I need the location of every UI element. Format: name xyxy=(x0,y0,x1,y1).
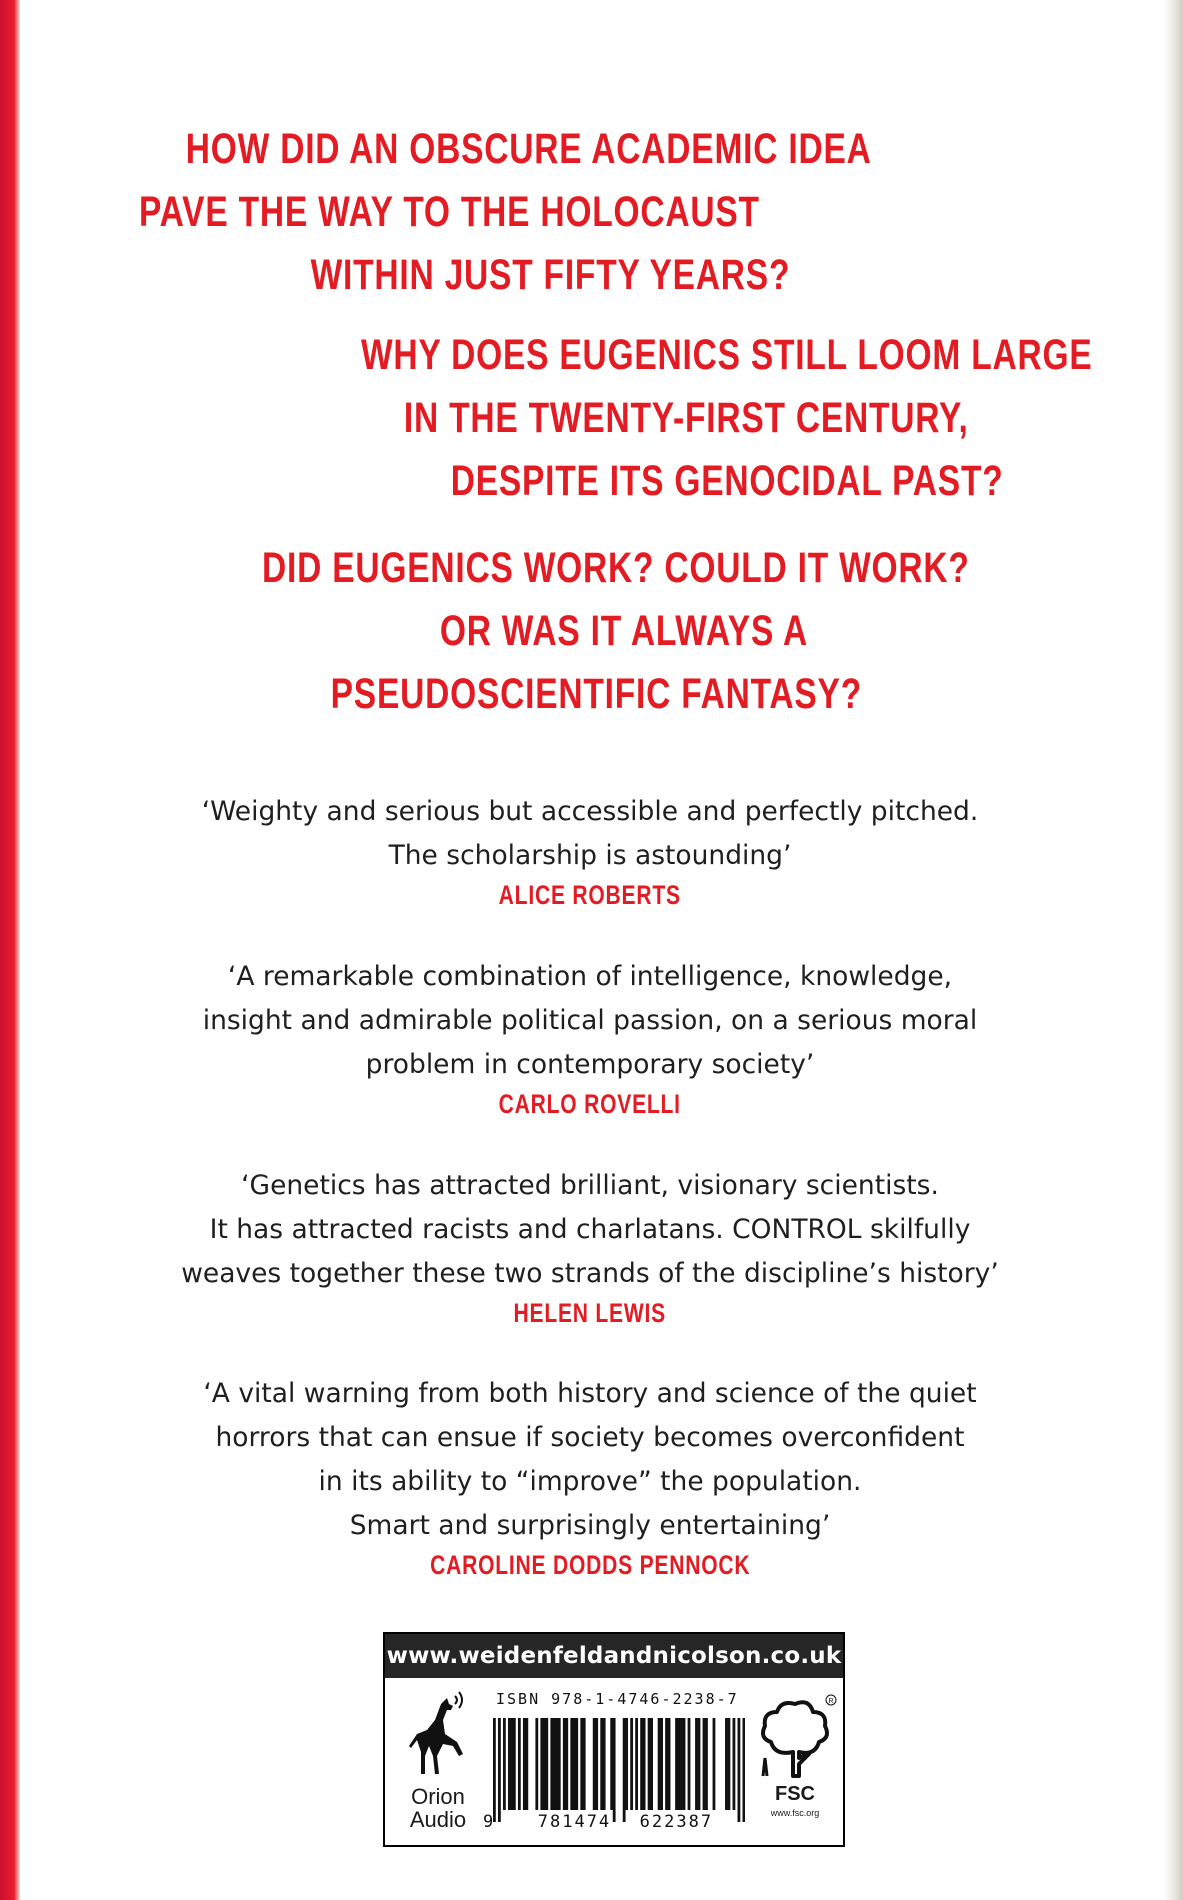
barcode-bar xyxy=(675,1718,678,1810)
fsc-url: www.fsc.org xyxy=(770,1808,820,1818)
quote-line: ‘A remarkable combination of intelligence, knowledge, xyxy=(227,961,953,992)
barcode-bar xyxy=(510,1718,513,1810)
barcode-bar xyxy=(543,1718,546,1810)
barcode-bar xyxy=(728,1718,731,1810)
barcode-bar xyxy=(540,1718,543,1810)
barcode-bar xyxy=(545,1718,548,1810)
review-quote-carlo-rovelli xyxy=(140,955,1040,1120)
barcode-group-left: 781474 xyxy=(537,1812,612,1832)
barcode-bar xyxy=(738,1718,741,1822)
quote-line: problem in contemporary society’ xyxy=(365,1049,815,1080)
barcode-group-right: 622387 xyxy=(639,1812,714,1832)
barcode-bar xyxy=(555,1718,558,1810)
review-quote-helen-lewis xyxy=(140,1164,1040,1329)
orion-audio-logo xyxy=(395,1690,481,1840)
barcode-bar xyxy=(525,1718,528,1810)
barcode-bar xyxy=(513,1718,516,1810)
review-quote-alice-roberts xyxy=(140,790,1040,911)
headline-line: HOW DID AN OBSCURE ACADEMIC IDEA xyxy=(185,125,872,173)
quote-text xyxy=(140,790,1040,878)
headline-line: PAVE THE WAY TO THE HOLOCAUST xyxy=(139,188,760,236)
barcode-bar xyxy=(743,1718,746,1822)
barcode-bar xyxy=(523,1718,526,1810)
quote-text xyxy=(140,1372,1040,1548)
barcode-bar xyxy=(593,1718,596,1810)
barcode-bar xyxy=(600,1718,603,1810)
barcode-bar xyxy=(658,1718,661,1810)
barcode-digits xyxy=(483,1812,713,1832)
quote-line: Smart and surprisingly entertaining’ xyxy=(349,1510,831,1541)
barcode-bar xyxy=(535,1718,538,1810)
barcode-lead-digit: 9 xyxy=(483,1812,496,1832)
headline-line: IN THE TWENTY-FIRST CENTURY, xyxy=(403,394,969,442)
quote-line: ‘A vital warning from both history and science of the quiet xyxy=(203,1378,977,1409)
barcode-bar xyxy=(613,1718,616,1822)
headline-question-3 xyxy=(262,537,970,726)
barcode-bar xyxy=(625,1718,628,1810)
barcode-bar xyxy=(623,1718,626,1822)
barcode-bar xyxy=(640,1718,643,1810)
quote-line: insight and admirable political passion, on a serious moral xyxy=(202,1005,978,1036)
headline-line: PSEUDOSCIENTIFIC FANTASY? xyxy=(330,670,862,718)
svg-text:R: R xyxy=(828,1698,834,1705)
barcode-bar xyxy=(650,1718,653,1810)
barcode-bar xyxy=(498,1718,501,1822)
barcode-bar xyxy=(583,1718,586,1810)
barcode-bar xyxy=(570,1718,573,1810)
quote-line: It has attracted racists and charlatans. CONTROL skilfully xyxy=(209,1214,971,1245)
headline-line: DESPITE ITS GENOCIDAL PAST? xyxy=(450,457,1004,505)
quote-author: HELEN LEWIS xyxy=(513,1298,667,1328)
headline-line: DID EUGENICS WORK? COULD IT WORK? xyxy=(262,544,970,592)
quote-line: weaves together these two strands of the discipline’s history’ xyxy=(181,1258,999,1289)
barcode-bar xyxy=(665,1718,668,1810)
barcode-bar xyxy=(603,1718,606,1810)
barcode-bar xyxy=(518,1718,521,1810)
quote-line: ‘Genetics has attracted brilliant, visionary scientists. xyxy=(241,1170,939,1201)
barcode-bar xyxy=(563,1718,566,1810)
barcode-bar xyxy=(688,1718,691,1810)
audio-label: Audio xyxy=(409,1807,467,1832)
quote-text xyxy=(140,955,1040,1087)
barcode-bar xyxy=(643,1718,646,1810)
orion-audio-dog-icon xyxy=(403,1690,473,1780)
quote-author: ALICE ROBERTS xyxy=(498,880,682,910)
headline-line: WHY DOES EUGENICS STILL LOOM LARGE xyxy=(361,331,1093,379)
barcode-bar xyxy=(550,1718,553,1810)
spine-red-strip xyxy=(0,0,20,1900)
page-edge-shadow xyxy=(1163,0,1183,1900)
barcode-bar xyxy=(553,1718,556,1810)
barcode-bar xyxy=(648,1718,651,1810)
barcode-bar xyxy=(573,1718,576,1810)
headline-line: WITHIN JUST FIFTY YEARS? xyxy=(310,251,791,299)
barcode-bar xyxy=(668,1718,671,1810)
barcode-bar xyxy=(503,1718,506,1810)
barcode-bar xyxy=(698,1718,701,1810)
barcode-bar xyxy=(508,1718,511,1810)
barcode-bar xyxy=(610,1718,613,1810)
barcode-bar xyxy=(580,1718,583,1810)
review-quote-caroline-dodds-pennock xyxy=(140,1372,1040,1581)
quote-author: CARLO ROVELLI xyxy=(498,1089,682,1119)
fsc-logo xyxy=(753,1698,837,1838)
barcode-bar xyxy=(725,1718,728,1810)
publisher-url[interactable]: www.weidenfeldandnicolson.co.uk xyxy=(385,1634,843,1678)
barcode-bar xyxy=(493,1718,496,1822)
quote-author: CAROLINE DODDS PENNOCK xyxy=(429,1550,751,1580)
barcode-bar xyxy=(558,1718,561,1810)
barcode-bar xyxy=(635,1718,638,1810)
barcode-bar xyxy=(733,1718,736,1810)
orion-label: Orion xyxy=(411,1784,465,1809)
fsc-tree-icon xyxy=(757,1698,833,1780)
barcode-panel xyxy=(383,1632,845,1847)
barcode-bar xyxy=(678,1718,681,1810)
headline-question-2 xyxy=(361,324,1093,513)
registered-mark-icon xyxy=(825,1694,837,1706)
quote-line: The scholarship is astounding’ xyxy=(388,840,792,871)
barcode-bar xyxy=(660,1718,663,1810)
barcode-bar xyxy=(595,1718,598,1810)
barcode-bar xyxy=(565,1718,568,1810)
barcode-bar xyxy=(683,1718,686,1810)
headline-question-1 xyxy=(139,118,872,307)
quote-line: in its ability to “improve” the population. xyxy=(318,1466,862,1497)
barcode-bar xyxy=(705,1718,708,1810)
barcode-bar xyxy=(575,1718,578,1810)
quote-line: horrors that can ensue if society becomes overconfident xyxy=(215,1422,965,1453)
fsc-label: FSC xyxy=(775,1783,815,1805)
quote-line: ‘Weighty and serious but accessible and perfectly pitched. xyxy=(201,796,979,827)
barcode-bar xyxy=(680,1718,683,1810)
barcode-bar xyxy=(695,1718,698,1810)
barcode-bar xyxy=(703,1718,706,1810)
headline-line: OR WAS IT ALWAYS A xyxy=(439,607,808,655)
barcode-bar xyxy=(630,1718,633,1810)
quote-text xyxy=(140,1164,1040,1296)
barcode-bar xyxy=(713,1718,716,1810)
isbn-number: ISBN 978-1-4746-2238-7 xyxy=(496,1690,739,1708)
